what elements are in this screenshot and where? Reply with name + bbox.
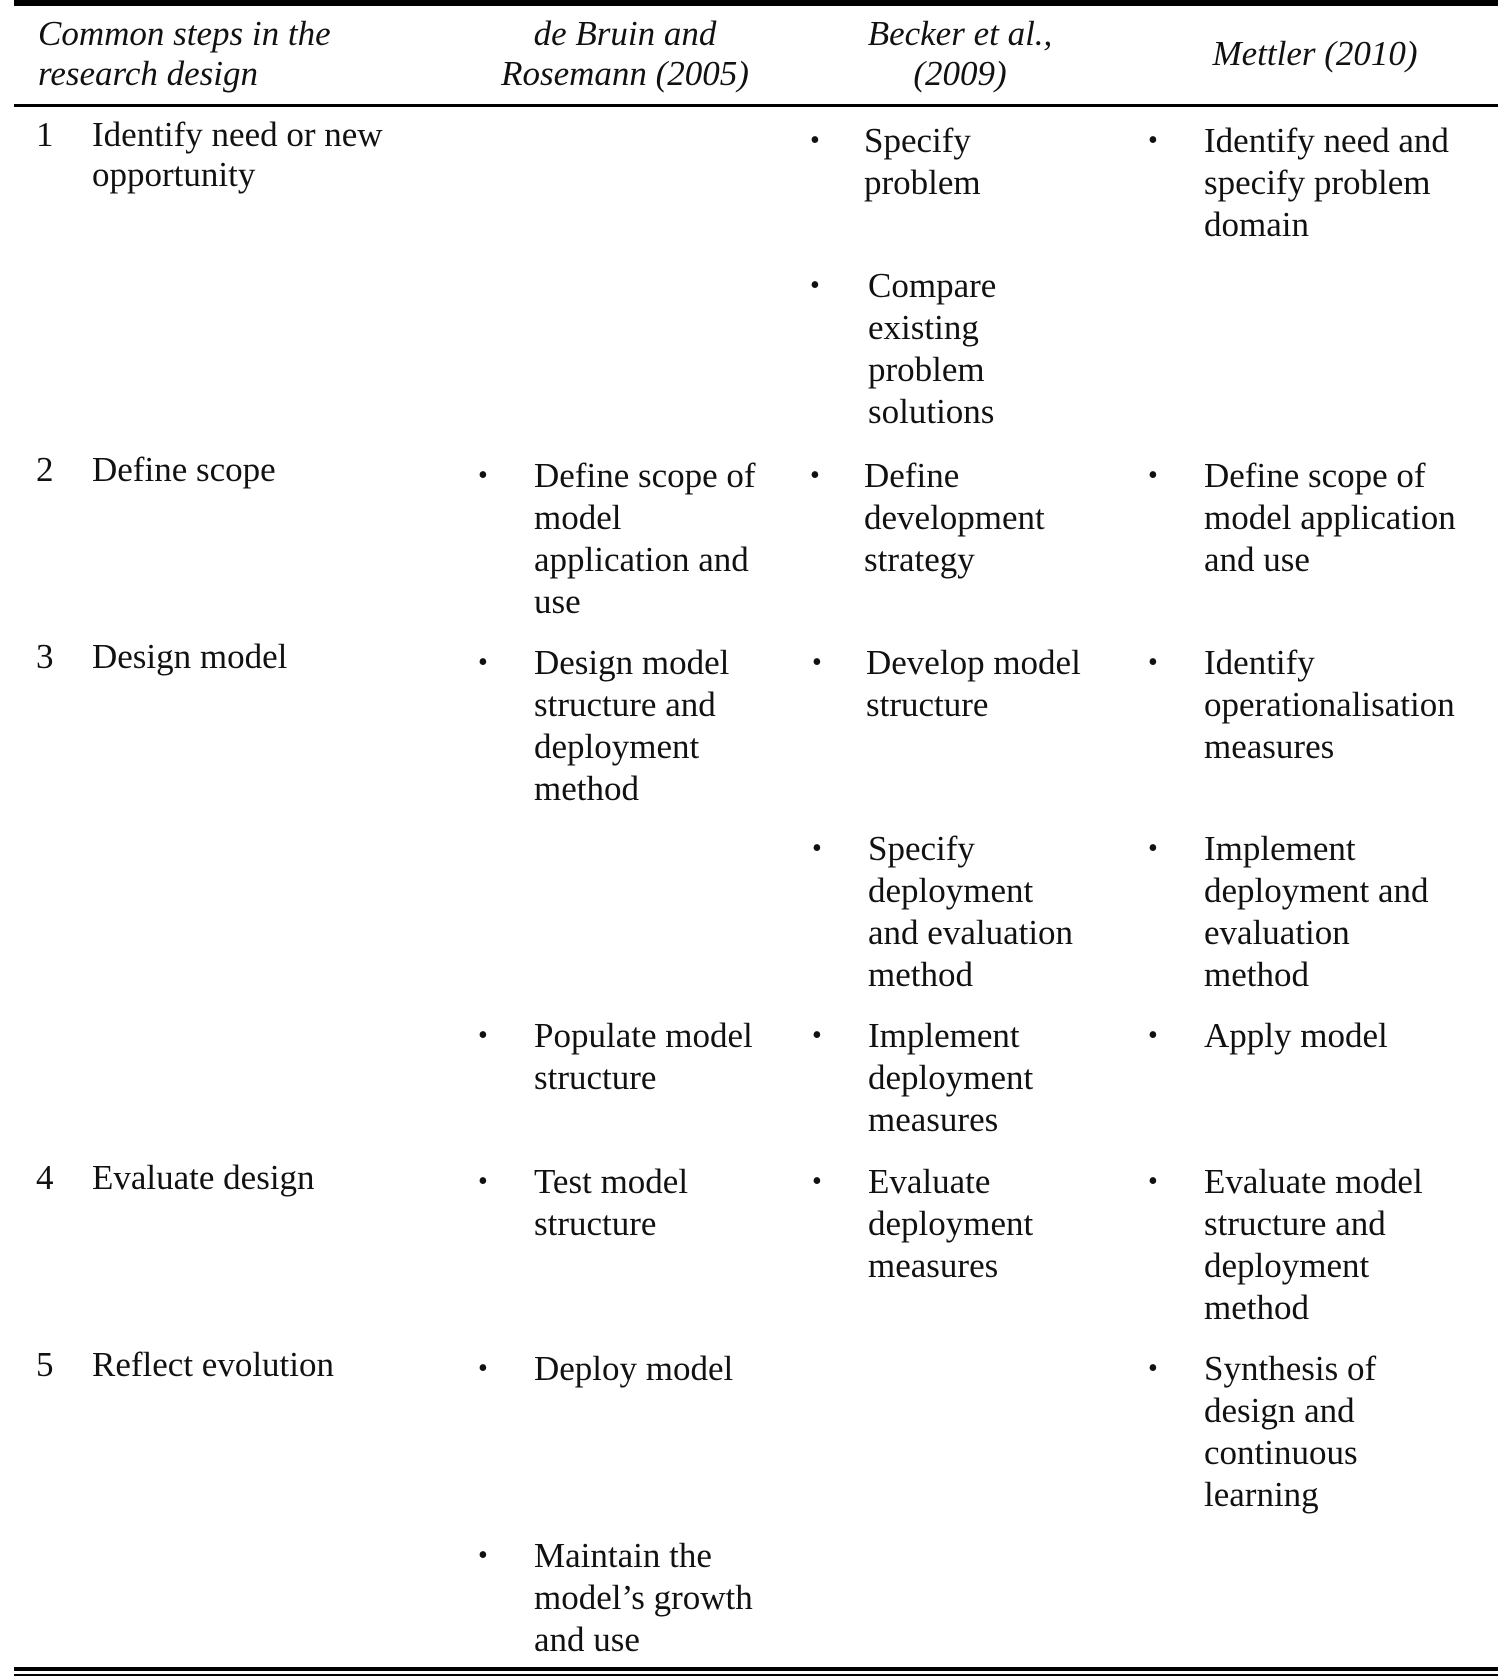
row-2-number: 2 [36,450,54,489]
table-bottom-rule-double [14,1674,1498,1676]
row-5-step: Reflect evolution [92,1345,335,1384]
bullet-icon: • [1148,833,1158,864]
bullet-icon: • [478,1166,488,1197]
header-becker: Becker et al., (2009) [867,14,1053,93]
bullet-icon: • [1148,1166,1158,1197]
bullet-icon: • [1148,1353,1158,1384]
bullet-icon: • [812,1166,822,1197]
bullet-icon: • [1148,460,1158,491]
header-common-steps: Common steps in the research design [38,14,331,93]
bullet-icon: • [478,647,488,678]
row-1-step: Identify need or new opportunity [92,115,383,194]
table-bottom-rule [14,1667,1498,1671]
row-3-step: Design model [92,637,288,676]
bullet-icon: • [478,1540,488,1571]
bullet-icon: • [812,647,822,678]
bullet-icon: • [810,460,820,491]
bullet-icon: • [1148,125,1158,156]
bullet-icon: • [812,1020,822,1051]
table-top-rule [14,0,1498,6]
bullet-icon: • [478,1353,488,1384]
header-rule [14,104,1498,107]
bullet-icon: • [812,833,822,864]
bullet-icon: • [478,460,488,491]
bullet-icon: • [1148,1020,1158,1051]
bullet-icon: • [810,270,820,301]
row-5-number: 5 [36,1345,54,1384]
bullet-icon: • [1148,647,1158,678]
bullet-icon: • [810,125,820,156]
row-1-number: 1 [36,115,54,154]
row-3-number: 3 [36,637,54,676]
row-4-number: 4 [36,1158,54,1197]
bullet-icon: • [478,1020,488,1051]
header-mettler: Mettler (2010) [1212,34,1418,73]
row-2-step: Define scope [92,450,276,489]
row-4-step: Evaluate design [92,1158,315,1197]
header-de-bruin-rosemann: de Bruin and Rosemann (2005) [501,14,749,93]
